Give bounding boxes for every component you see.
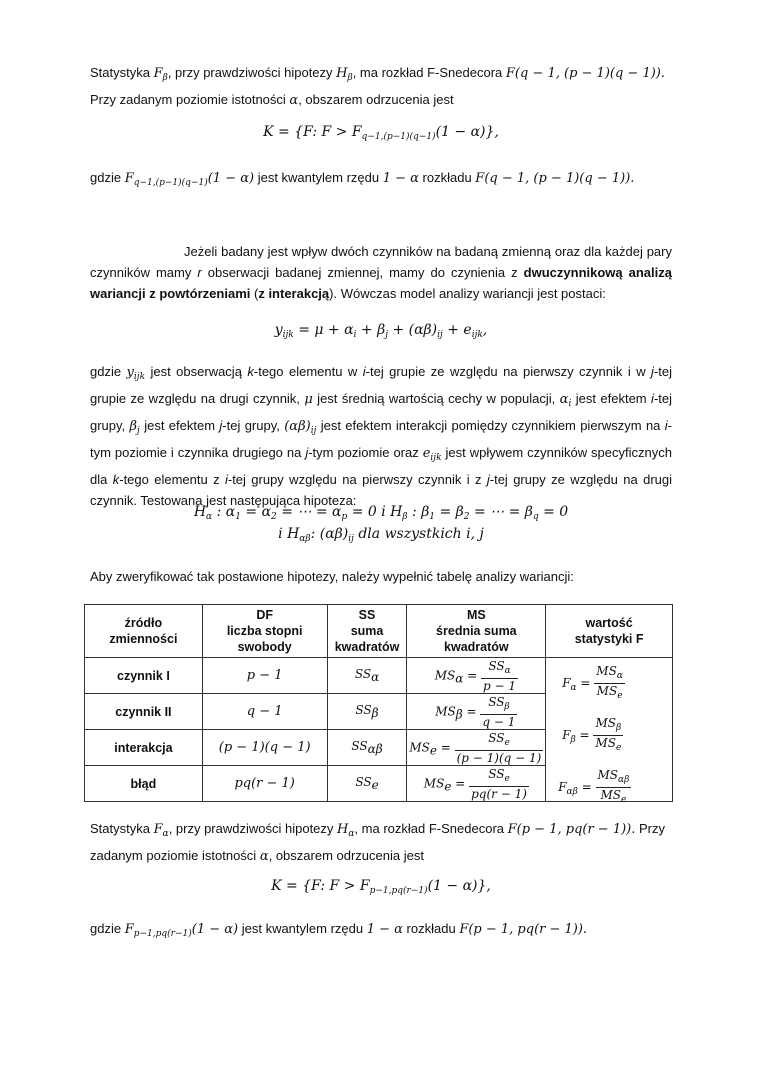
row-ms: MSα = $\frac{SS_\alpha}{p - 1}$ xyxy=(407,658,546,694)
header-ms: MS średnia suma kwadratów xyxy=(407,605,546,658)
ms-fraction: $\frac{SS_e}{(p - 1)(q - 1)}$ xyxy=(456,730,542,765)
formula-critical-region-beta: K = {F: $F > F_{q-1,(p-1)(q-1)}(1 - \alpha)$}, xyxy=(263,124,499,142)
formula-critical-region-alpha: K = {F: $F > F_{p-1,pq(r-1)}(1 - \alpha)$}, xyxy=(271,878,491,896)
ms-fraction: $\frac{SS_e}{pq(r - 1)}$ xyxy=(471,766,527,801)
paragraph-falpha-statistic: Statystyka $F_\alpha$, przy prawdziwości hipotezy $H_\alpha$, ma rozkład F-Snedecora F(p − 1, pq(r − 1)). Przy zadanym poziomie istotności α, obszarem odrzucenia jest xyxy=(90,821,666,864)
row-ss: SSα xyxy=(327,658,407,694)
row-df: q − 1 xyxy=(202,694,327,730)
row-source: czynnik II xyxy=(85,694,203,730)
row-ms: MSe = $\frac{SS_e}{pq(r - 1)}$ xyxy=(407,766,546,802)
ms-fraction: $\frac{SS_\alpha}{p - 1}$ xyxy=(483,658,516,693)
f-stat-beta: $F_\beta$ = $\frac{MS_\beta}{MS_e}$ xyxy=(562,716,622,753)
f-stat-alpha: $F_\alpha$ = $\frac{MS_\alpha}{MS_e}$ xyxy=(562,664,623,701)
paragraph-table-intro: Aby zweryfikować tak postawione hipotezy, należy wypełnić tabelę analizy wariancji: xyxy=(90,569,574,584)
row-df: p − 1 xyxy=(202,658,327,694)
row-df: (p − 1)(q − 1) xyxy=(202,730,327,766)
table-row xyxy=(85,658,673,694)
row-source: błąd xyxy=(85,766,203,802)
formula-anova-model: $y_{ijk} = \mu + \alpha_i + \beta_j + (\alpha\beta)_{ij} + e_{ijk}$, xyxy=(274,322,488,340)
row-ss: SSe xyxy=(327,766,407,802)
row-df: pq(r − 1) xyxy=(202,766,327,802)
formula-hypothesis-line-2: i $H_{\alpha\beta}$: $(\alpha\beta)_{ij}$ dla wszystkich i, j xyxy=(278,526,484,544)
header-ss: SS suma kwadratów xyxy=(327,605,407,658)
row-ss: SSαβ xyxy=(327,730,407,766)
paragraph-quantile-alpha: gdzie $F_{p-1,pq(r-1)}(1 - \alpha)$ jest kwantylem rzędu 1 − α rozkładu F(p − 1, pq(r − 1)). xyxy=(90,921,588,939)
table-header-row xyxy=(85,605,673,658)
header-df: DF liczba stopni swobody xyxy=(202,605,327,658)
row-ms: MSe = $\frac{SS_e}{(p - 1)(q - 1)}$ xyxy=(407,730,546,766)
row-ms: MSβ = $\frac{SS_\beta}{q - 1}$ xyxy=(407,694,546,730)
row-source: czynnik I xyxy=(85,658,203,694)
f-statistics-cell xyxy=(546,658,673,805)
f-stat-alphabeta: $F_{\alpha\beta}$ = $\frac{MS_{\alpha\beta}}{MS_e}$ xyxy=(558,768,630,805)
ms-fraction: $\frac{SS_\beta}{q - 1}$ xyxy=(482,694,516,729)
anova-table xyxy=(84,604,673,805)
paragraph-model-description: gdzie $y_{ijk}$ jest obserwacją k-tego elementu w i-tej grupie ze względu na pierwszy czynnik i w j-tej grupie ze względu na drugi czynnik, μ jest średnią wartością cechy w populacji, $\alpha_i$ jest efektem i-tej grupy, $\beta_j$ jest efektem j-tej grupy, $(\alpha\beta)_{ij}$ jest efektem interakcji pomiędzy czynnikiem pierwszym na i-tym poziomie i czynnika drugiego na j-tym poziomie oraz $e_{ijk}$ jest wpływem czynników specyficznych dla k-tego elementu z i-tej grupy względu na pierwszy czynnik i z j-tej grupy ze względu na drugi czynnik. Testowana jest następująca hipoteza: xyxy=(90,364,673,508)
row-ss: SSβ xyxy=(327,694,407,730)
paragraph-two-way-anova-intro: Jeżeli badany jest wpływ dwóch czynników na badaną zmienną oraz dla każdej pary czynników mamy r obserwacji badanej zmiennej, mamy do czynienia z dwuczynnikową analizą wariancji z powtórzeniami (z interakcją). Wówczas model analizy wariancji jest postaci: xyxy=(90,244,672,301)
header-f: wartość statystyki F xyxy=(546,605,673,658)
paragraph-fbeta-statistic: Statystyka $F_\beta$, przy prawdziwości hipotezy $H_\beta$, ma rozkład F-Snedecora F(q − 1, (p − 1)(q − 1)). Przy zadanym poziomie istotności α, obszarem odrzucenia jest xyxy=(90,65,665,108)
header-source: źródło zmienności xyxy=(85,605,203,658)
formula-hypothesis-line-1: $H_\alpha$ : $\alpha_1 = \alpha_2$ = ⋯ = $\alpha_p = 0$ i $H_\beta$ : $\beta_1 = \beta_2$ = ⋯ = $\beta_q = 0$ xyxy=(193,504,569,522)
paragraph-quantile-beta: gdzie $F_{q-1,(p-1)(q-1)}(1 - \alpha)$ jest kwantylem rzędu 1 − α rozkładu F(q − 1, (p − 1)(q − 1)). xyxy=(90,170,635,188)
row-source: interakcja xyxy=(85,730,203,766)
